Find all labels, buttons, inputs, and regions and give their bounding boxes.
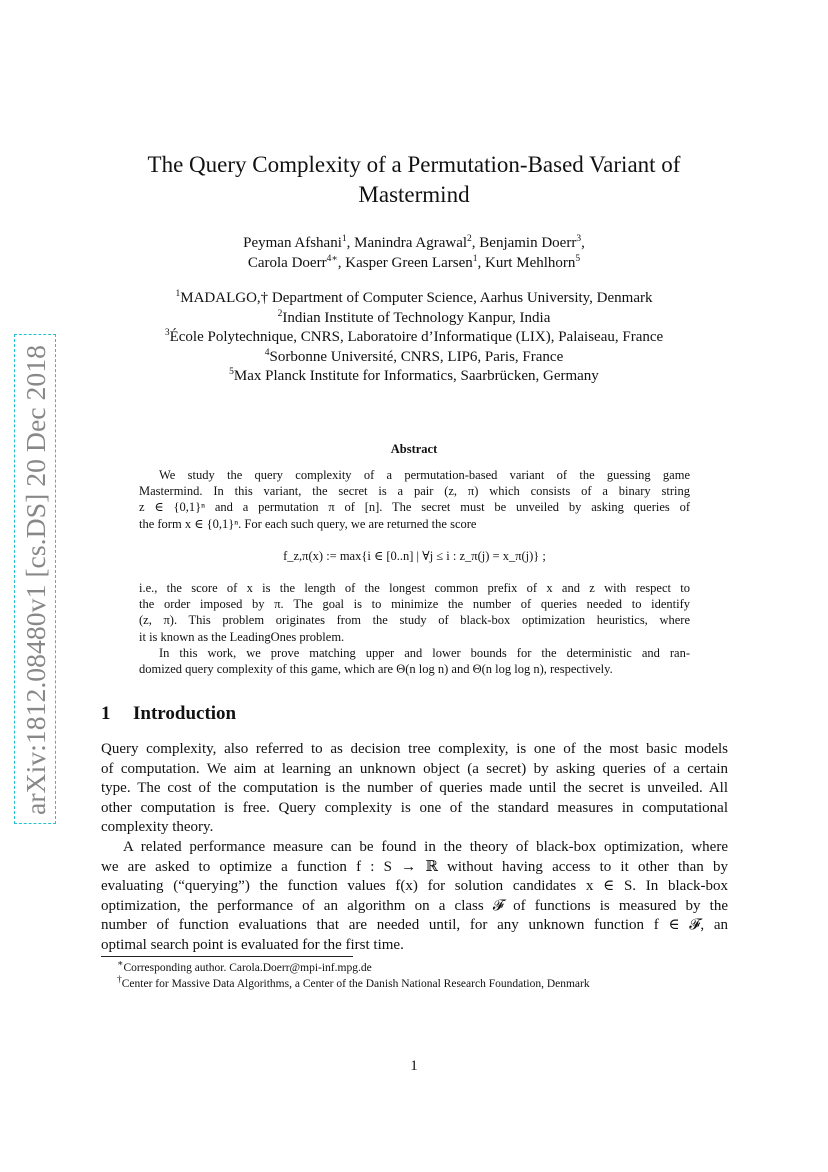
score-formula: f_z,π(x) := max{i ∈ [0..n] | ∀j ≤ i : z_π(j) = x_π(j)} ;	[283, 549, 546, 563]
text-line: evaluating (“querying”) the function values f(x) for solution candidates x ∈ S. In black-box	[101, 878, 728, 894]
text-line: optimal search point is evaluated for the first time.	[101, 936, 404, 953]
section-title: Introduction	[133, 703, 237, 724]
author-sup: 1	[341, 234, 347, 244]
text-line: we are asked to optimize a function f : S → ℝ without having access to it other than by	[101, 858, 728, 875]
text-line: the order imposed by π. The goal is to minimize the number of queries needed to identify	[139, 597, 690, 612]
section-number: 1	[101, 703, 111, 724]
affiliation-list	[60, 289, 768, 387]
text-line: (z, π). This problem originates from the study of black-box optimization heuristics, where	[139, 613, 690, 628]
author-sup: 1	[472, 254, 478, 264]
affiliation-sup: 3	[164, 328, 170, 339]
author-name: Benjamin Doerr	[479, 235, 577, 251]
affiliation	[60, 289, 768, 309]
text-line: complexity theory.	[101, 819, 214, 835]
text-line: i.e., the score of x is the length of the longest common prefix of x and z with respect to	[139, 581, 690, 595]
text-line: A related performance measure can be found in the theory of black-box optimization, where	[123, 839, 728, 855]
affiliation-text: Sorbonne Université, CNRS, LIP6, Paris, France	[269, 348, 564, 365]
abstract-paragraph-3	[139, 645, 690, 677]
author-line-1	[60, 233, 768, 253]
author-name: Peyman Afshani	[243, 235, 342, 251]
affiliation	[60, 328, 768, 348]
author-sup: 2	[467, 234, 472, 244]
intro-paragraph-1	[101, 740, 728, 838]
affiliation-text: Indian Institute of Technology Kanpur, India	[282, 309, 551, 326]
footnote-text: Center for Massive Data Algorithms, a Center of the Danish National Research Foundation, Denmark	[121, 978, 590, 990]
arxiv-stamp	[14, 334, 56, 824]
arxiv-stamp-graphic	[15, 335, 54, 822]
author-name: Kasper Green Larsen	[345, 255, 473, 271]
affiliation-sup: 1	[175, 289, 181, 299]
text-line: number of function evaluations that are needed until, for any unknown function f ∈ 𝓕, an	[101, 917, 728, 933]
author-sup: 3	[576, 234, 582, 244]
footnote	[101, 960, 372, 976]
text-line: z ∈ {0,1}ⁿ and a permutation π of [n]. The secret must be unveiled by asking queries of	[139, 500, 690, 515]
author-list	[60, 233, 768, 273]
title-line-2: Mastermind	[358, 182, 470, 207]
author-sup: 4∗	[326, 254, 338, 264]
affiliation-sup: 4	[264, 347, 270, 358]
title-line-1: The Query Complexity of a Permutation-Based Variant of	[147, 152, 681, 177]
text-line: type. The cost of the computation is the number of queries made until the secret is unveiled. All	[101, 780, 728, 796]
author-separator: ,	[337, 255, 346, 271]
author-separator: ,	[581, 235, 585, 251]
affiliation-sup: 5	[229, 367, 234, 378]
author-separator: ,	[346, 235, 355, 251]
abstract-heading: Abstract	[390, 442, 438, 456]
author-separator: ,	[471, 235, 480, 251]
arxiv-stamp-text: arXiv:1812.08480v1 [cs.DS] 20 Dec 2018	[21, 357, 51, 815]
text-line: domized query complexity of this game, which are Θ(n log n) and Θ(n log log n), respectively.	[139, 662, 613, 677]
footnote-mark: †	[117, 975, 122, 986]
text-line: Mastermind. In this variant, the secret is a pair (z, π) which consists of a binary string	[139, 484, 690, 499]
affiliation	[60, 348, 768, 368]
affiliation	[60, 367, 768, 387]
abstract-paragraph-1	[139, 467, 690, 532]
page-number: 1	[410, 1058, 418, 1074]
author-line-2	[60, 253, 768, 273]
footnote-rule	[101, 956, 353, 957]
text-line: of computation. We aim at learning an unknown object (a secret) by asking queries of a certain	[101, 760, 728, 777]
footnote-mark: ∗	[117, 959, 124, 970]
abstract-paragraph-2	[139, 580, 690, 645]
text-line: other computation is free. Query complexity is one of the standard measures in computational	[101, 799, 728, 816]
affiliation-text: MADALGO,† Department of Computer Science, Aarhus University, Denmark	[180, 290, 653, 306]
author-separator: ,	[477, 255, 485, 271]
author-name: Kurt Mehlhorn	[484, 255, 576, 271]
text-line: it is known as the LeadingOnes problem.	[139, 629, 345, 644]
affiliation	[60, 309, 768, 329]
affiliation-text: Max Planck Institute for Informatics, Saarbrücken, Germany	[233, 368, 599, 385]
text-line: the form x ∈ {0,1}ⁿ. For each such query, we are returned the score	[139, 516, 477, 531]
text-line: optimization, the performance of an algorithm on a class 𝓕 of functions is measured by the	[101, 897, 728, 914]
affiliation-text: École Polytechnique, CNRS, Laboratoire d’Informatique (LIX), Palaiseau, France	[169, 329, 664, 346]
text-line: Query complexity, also referred to as decision tree complexity, is one of the most basic models	[101, 741, 728, 757]
footnote	[101, 976, 590, 992]
footnote-text: Corresponding author. Carola.Doerr@mpi-inf.mpg.de	[123, 962, 372, 974]
text-line: In this work, we prove matching upper and lower bounds for the deterministic and ran-	[159, 646, 690, 660]
text-line: We study the query complexity of a permutation-based variant of the guessing game	[159, 468, 690, 482]
author-name: Carola Doerr	[247, 255, 327, 271]
author-sup: 5	[575, 254, 581, 264]
section-heading	[101, 703, 236, 725]
intro-paragraph-2	[101, 838, 728, 955]
paper-title	[60, 150, 768, 210]
affiliation-sup: 2	[277, 308, 283, 319]
author-name: Manindra Agrawal	[354, 235, 468, 251]
